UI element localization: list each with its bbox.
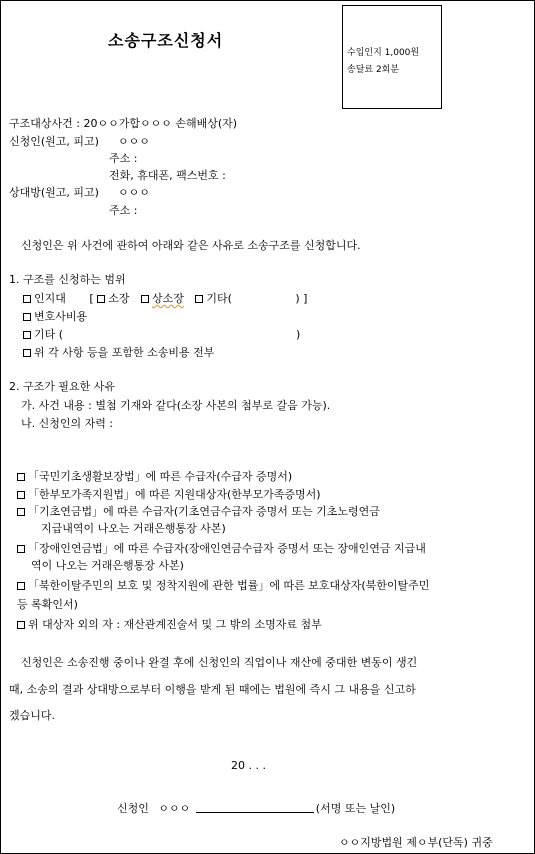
opponent-name: ㅇㅇㅇ [118,186,150,199]
applicant-phone-label: 전화, 휴대폰, 팩스번호 : [109,169,226,182]
all-costs-checkbox[interactable] [23,349,31,357]
criteria-other-persons: 위 대상자 외의 자 : 재산관계진술서 및 그 밖의 소명자료 첨부 [17,619,322,632]
stamp-checkbox[interactable] [23,295,31,303]
applicant-label: 신청인(원고, 피고) [9,135,99,148]
date-line: 20 . . . [231,759,266,772]
criteria-single-parent: 「한부모가족지원법」에 따른 지원대상자(한부모가족증명서) [17,489,321,502]
court-addressee: ㅇㅇ지방법원 제ㅇ부(단독) 귀중 [339,836,493,849]
criteria-disability-pension: 「장애인연금법」에 따른 수급자(장애인연금수급자 증명서 또는 장애인연금 지급내 [17,543,426,556]
complaint-checkbox[interactable] [97,295,105,303]
single-parent-checkbox[interactable] [17,491,25,499]
closing-line-1: 신청인은 소송진행 중이나 완결 후에 신청인의 직업이나 재산에 중대한 변동이 생긴 [21,656,418,669]
revenue-stamp-box [342,5,442,109]
scope-row-all: 위 각 사항 등을 포함한 소송비용 전부 [23,347,214,360]
opponent-label: 상대방(원고, 피고) [9,186,99,199]
criteria-north-korean: 「북한이탈주민의 보호 및 정착지원에 관한 법률」에 따른 보호대상자(북한이탈주민 [17,580,429,593]
appeal-checkbox[interactable] [141,295,149,303]
north-korean-checkbox[interactable] [17,582,25,590]
criteria-basic-pension-cont: 지급내역이 나오는 거래은행통장 사본) [41,522,226,535]
signature-line: 신청인 ㅇㅇㅇ (서명 또는 날인) [117,802,396,815]
basic-living-checkbox[interactable] [17,473,25,481]
scope-row-lawyer: 변호사비용 [23,311,87,324]
opponent-address-label: 주소 : [109,204,138,217]
stamp-fee: 수입인지 1,000원 [347,48,420,58]
scope-row-stamp: 인지대 [ 소장 상소장 기타( ) ] [23,293,307,306]
section1-heading: 1. 구조를 신청하는 범위 [9,273,126,286]
criteria-basic-pension: 「기초연금법」에 따른 수급자(기초연금수급자 증명서 또는 기초노령연금 [17,506,380,519]
applicant-address-label: 주소 : [109,152,138,165]
basic-pension-checkbox[interactable] [17,508,25,516]
closing-line-3: 겠습니다. [9,709,56,722]
reason-case-content: 가. 사건 내용 : 별첨 기재와 같다(소장 사본의 첨부로 갈음 가능). [21,399,331,412]
criteria-disability-pension-cont: 역이 나오는 거래은행통장 사본) [31,559,184,572]
other-checkbox[interactable] [23,331,31,339]
reason-means: 나. 신청인의 자력 : [21,417,114,430]
criteria-north-korean-cont: 등 록확인서) [17,598,78,611]
other-sub-checkbox[interactable] [195,295,203,303]
disability-pension-checkbox[interactable] [17,545,25,553]
form-title: 소송구조신청서 [108,31,224,50]
signature-field[interactable] [196,802,314,813]
applicant-name: ㅇㅇㅇ [118,135,150,148]
scope-row-other: 기타 ( [23,329,63,342]
intro-text: 신청인은 위 사건에 관하여 아래와 같은 사유로 소송구조를 신청합니다. [21,239,361,252]
other-close-paren: ) [296,328,301,341]
delivery-fee: 송달료 2회분 [347,65,400,75]
section2-heading: 2. 구조가 필요한 사유 [9,380,115,393]
other-persons-checkbox[interactable] [17,621,25,629]
criteria-basic-living: 「국민기초생활보장법」에 따른 수급자(수급자 증명서) [17,471,292,484]
closing-line-2: 때, 소송의 결과 상대방으로부터 이행을 받게 된 때에는 법원에 즉시 그 내용을 신고하 [9,683,416,696]
lawyer-fee-checkbox[interactable] [23,313,31,321]
case-line: 구조대상사건 : 20ㅇㅇ가합ㅇㅇㅇ 손해배상(자) [9,117,238,130]
